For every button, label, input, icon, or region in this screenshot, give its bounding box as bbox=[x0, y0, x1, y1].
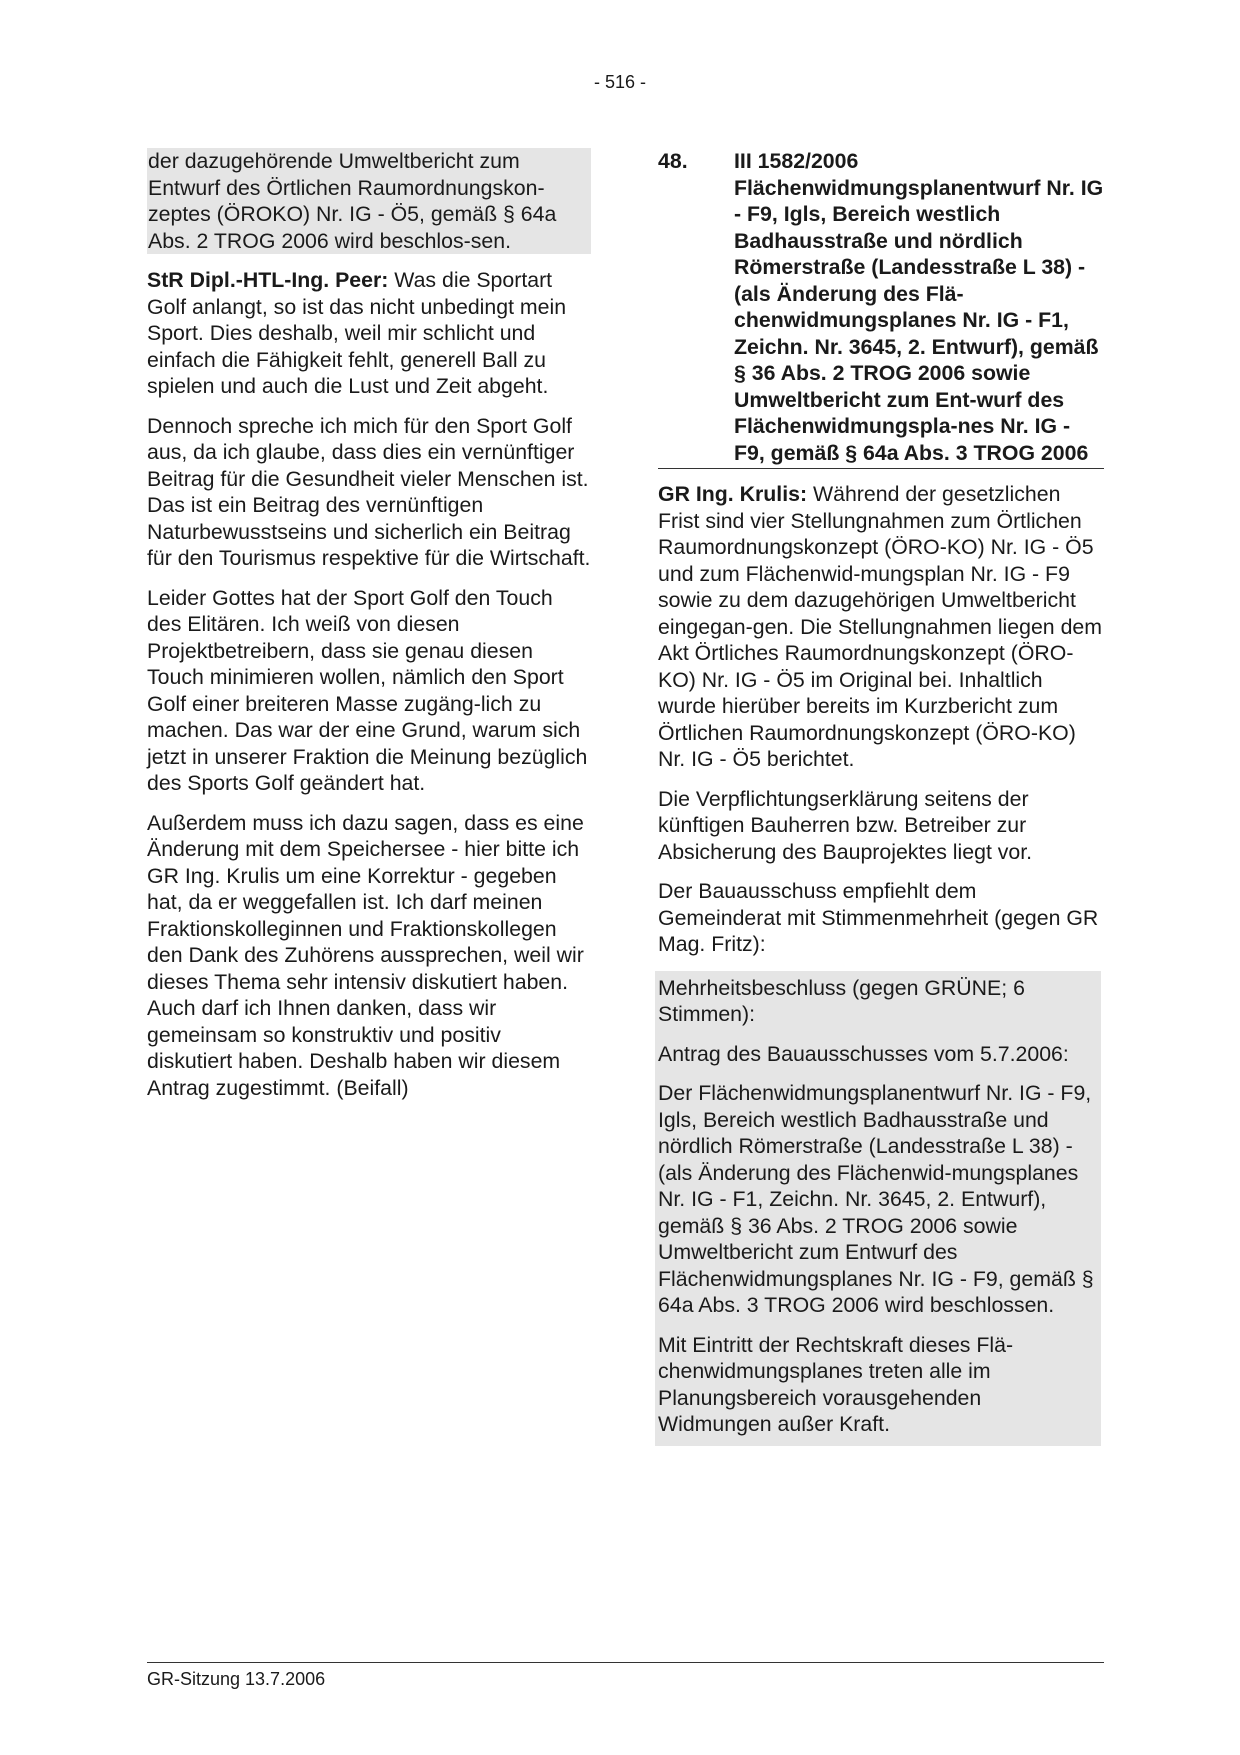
footer-session-date: GR-Sitzung 13.7.2006 bbox=[147, 1669, 326, 1689]
speech-krulis-p1 bbox=[658, 481, 1104, 773]
speech-text: Was die Sportart Golf anlangt, so ist das nicht unbedingt mein Sport. Dies deshalb, weil mir schlicht und einfach die Fähigkeit fehlt, generell Ball zu spielen und auch die Lust und Zeit abgeht. bbox=[147, 268, 567, 398]
footer-divider bbox=[147, 1662, 1104, 1663]
speech-peer-p4: Außerdem muss ich dazu sagen, dass es eine Änderung mit dem Speichersee - hier bitte ich GR Ing. Krulis um eine Korrektur - gegeben hat, da er weggefallen ist. Ich darf meinen Fraktionskolleginnen und Fraktionskollegen den Dank des Zuhörens aussprechen, weil wir dieses Thema sehr intensiv diskutiert haben. Auch darf ich Ihnen danken, dass wir gemeinsam so konstruktiv und positiv diskutiert haben. Deshalb haben wir diesem Antrag zugestimmt. (Beifall) bbox=[147, 810, 584, 1100]
speech-krulis-p2: Die Verpflichtungserklärung seitens der künftigen Bauherren bzw. Betreiber zur Absicherung des Bauprojektes liegt vor. bbox=[658, 786, 1033, 864]
resolution-motion: Antrag des Bauausschusses vom 5.7.2006: bbox=[658, 1041, 1069, 1066]
speech-krulis-p3: Der Bauausschuss empfiehlt dem Gemeinderat mit Stimmenmehrheit (gegen GR Mag. Fritz): bbox=[658, 879, 1099, 956]
speaker-name: StR Dipl.-HTL-Ing. Peer: bbox=[147, 268, 389, 292]
right-column bbox=[658, 148, 1104, 1446]
speech-text: Während der gesetzlichen Frist sind vier Stellungnahmen zum Örtlichen Raumordnungskonzept (ÖRO-KO) Nr. IG - Ö5 und zum Flächenwid-mungsplan Nr. IG - F9 sowie zu dem dazugehörigen Umweltbericht eingegan-gen. Die Stellungnahmen liegen dem Akt Örtliches Raumordnungskonzept (ÖRO-KO) Nr. IG - Ö5 im Original bei. Inhaltlich wurde hierüber bereits im Kurzbericht zum Örtlichen Raumordnungskonzept (ÖRO-KO) Nr. IG - Ö5 berichtet. bbox=[658, 482, 1103, 771]
agenda-item-title: III 1582/2006 Flächenwidmungsplanentwurf Nr. IG - F9, Igls, Bereich westlich Badhausstraße und nördlich Römerstraße (Landesstraße L 38) - (als Änderung des Flä-chenwidmungsplanes Nr. IG - F1, Zeichn. Nr. 3645, 2. Entwurf), gemäß § 36 Abs. 2 TROG 2006 sowie Umweltbericht zum Ent-wurf des Flächenwidmungspla-nes Nr. IG - F9, gemäß § 64a Abs. 3 TROG 2006 bbox=[734, 149, 1104, 465]
heading-divider bbox=[658, 468, 1104, 469]
speaker-name: GR Ing. Krulis: bbox=[658, 482, 808, 506]
page-number: - 516 - bbox=[593, 72, 647, 92]
speech-peer-p3: Leider Gottes hat der Sport Golf den Touch des Elitären. Ich weiß von diesen Projektbetreibern, dass sie genau diesen Touch minimieren wollen, nämlich den Sport Golf einer breiteren Masse zugäng-lich zu machen. Das war der eine Grund, warum sich jetzt in unserer Fraktion die Meinung bezüglich des Sports Golf geändert hat. bbox=[147, 585, 588, 795]
speech-peer-p1 bbox=[147, 267, 591, 400]
agenda-item-heading bbox=[658, 148, 1104, 466]
speech-peer-p2: Dennoch spreche ich mich für den Sport Golf aus, da ich glaube, dass dies ein vernünftiger Beitrag für die Gesundheit vieler Menschen ist. Das ist ein Beitrag des vernünftigen Naturbewusstseins und sicherlich ein Beitrag für den Tourismus respektive für die Wirtschaft. bbox=[147, 413, 591, 570]
resolution-block bbox=[655, 971, 1101, 1446]
resolution-continuation: der dazugehörende Umweltbericht zum Entwurf des Örtlichen Raumordnungskon-zeptes (ÖROKO) Nr. IG - Ö5, gemäß § 64a Abs. 2 TROG 2006 wird beschlos-sen. bbox=[147, 148, 591, 254]
resolution-vote: Mehrheitsbeschluss (gegen GRÜNE; 6 Stimmen): bbox=[658, 975, 1025, 1026]
agenda-item-number: 48. bbox=[658, 149, 688, 173]
resolution-text: Der Flächenwidmungsplanentwurf Nr. IG - F9, Igls, Bereich westlich Badhausstraße und nördlich Römerstraße (Landesstraße L 38) - (als Änderung des Flächenwid-mungsplanes Nr. IG - F1, Zeichn. Nr. 3645, 2. Entwurf), gemäß § 36 Abs. 2 TROG 2006 sowie Umweltbericht zum Entwurf des Flächenwidmungsplanes Nr. IG - F9, gemäß § 64a Abs. 3 TROG 2006 wird beschlossen. bbox=[658, 1081, 1094, 1317]
left-column bbox=[147, 148, 591, 1114]
resolution-effect: Mit Eintritt der Rechtskraft dieses Flä-chenwidmungsplanes treten alle im Planungsbereich vorausgehenden Widmungen außer Kraft. bbox=[658, 1332, 1014, 1436]
